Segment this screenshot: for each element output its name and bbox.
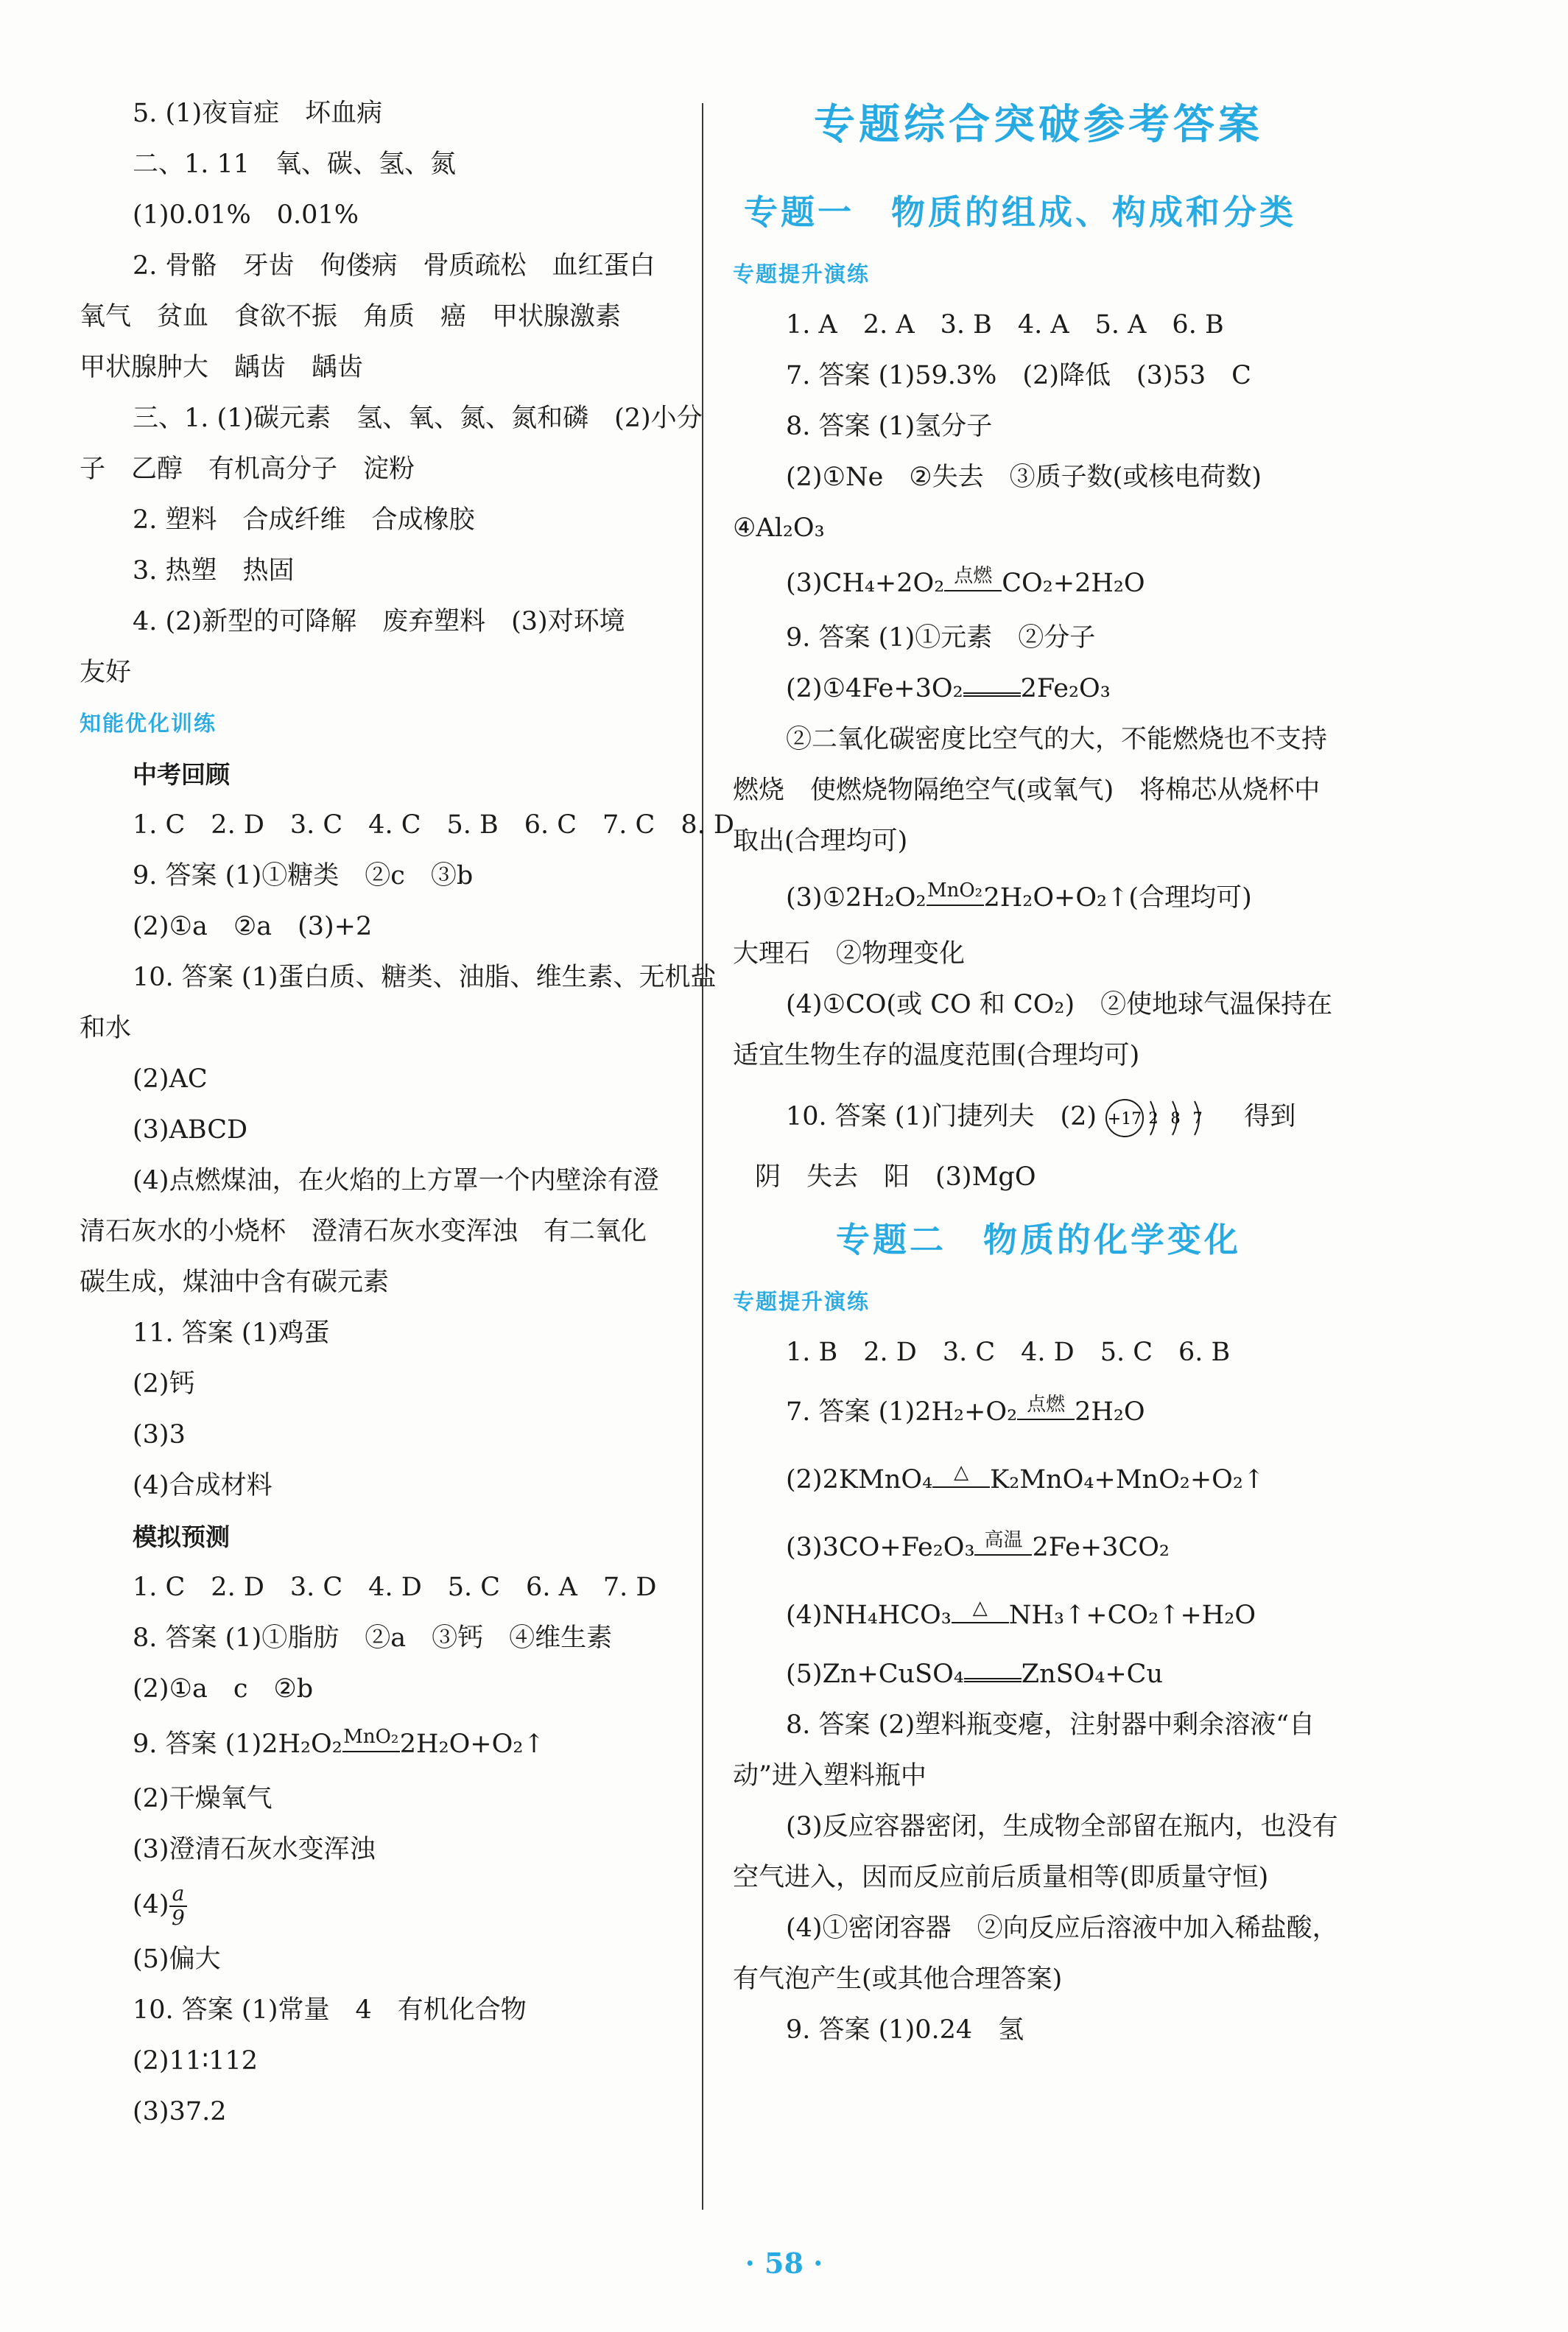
answer-line: (2)11∶112 [133,2046,259,2076]
answer-line: 7. 答案 (1)59.3% (2)降低 (3)53 C [786,361,1251,390]
answer-line: 清石灰水的小烧杯 澄清石灰水变浑浊 有二氧化 [80,1217,647,1246]
reaction-arrow [342,1726,400,1752]
answer-line: 三、1. (1)碳元素 氢、氧、氮、氮和磷 (2)小分 [133,404,703,433]
topic-heading: 专题二 物质的化学变化 [836,1220,1241,1260]
answer-line: 1. C 2. D 3. C 4. C 5. B 6. C 7. C 8. D [133,810,734,840]
fraction-line: (4) $\frac{a}{9}$ [80,1875,683,1934]
reaction-arrow [927,879,984,906]
answer-line: 甲状腺肿大 龋齿 龋齿 [80,353,364,382]
answer-line: (4)点燃煤油，在火焰的上方罩一个内壁涂有澄 [133,1166,659,1195]
answer-line: 9. 答案 (1)①元素 ②分子 [786,623,1096,653]
answer-line: (3)反应容器密闭，生成物全部留在瓶内，也没有 [786,1812,1338,1841]
answer-line: (1)0.01% 0.01% [133,200,359,230]
sub-heading: 模拟预测 [133,1523,230,1551]
answer-line: 1. A 2. A 3. B 4. A 5. A 6. B [786,310,1224,340]
answer-line: 子 乙醇 有机高分子 淀粉 [80,454,415,484]
section-heading: 专题提升演练 [733,1289,871,1314]
reaction-arrow [932,1461,990,1488]
electron-count: 2 [1148,1109,1159,1127]
page-number: · 58 · [745,2247,823,2280]
heat-condition: △ [972,1597,988,1619]
answer-line: 2. 塑料 合成纤维 合成橡胶 [133,505,475,535]
answer-line: 9. 答案 (1)0.24 氢 [786,2015,1024,2045]
heat-condition: △ [954,1461,969,1483]
reaction-arrow [944,565,1002,591]
answer-line: 空气进入，因而反应前后质量相等(即质量守恒) [733,1863,1269,1892]
answer-line: 和水 [80,1014,132,1043]
answer-line: 3. 热塑 热固 [133,556,295,586]
answer-line: 11. 答案 (1)鸡蛋 [133,1318,330,1348]
page-title: 专题综合突破参考答案 [814,101,1263,149]
section-heading: 知能优化训练 [80,711,217,736]
equation-line: (2)2KMnO₄ △ K₂MnO₄+MnO₂+O₂↑ [786,1461,1265,1495]
answer-line: 10. 答案 (1)常量 4 有机化合物 [133,1995,527,2025]
reaction-arrow [1017,1394,1075,1420]
electron-count: 7 [1192,1109,1203,1127]
right-column [733,88,1344,2056]
answer-line: (3)澄清石灰水变浑浊 [133,1835,376,1864]
answer-line: (2)①Ne ②失去 ③质子数(或核电荷数) [786,463,1262,492]
atom-structure-line: 10. 答案 (1)门捷列夫 (2) +17 2 8 7 得到 [733,1081,1344,1152]
answer-line: (2)①a ②a (3)+2 [133,912,373,941]
answer-line: 取出(合理均可) [733,826,908,856]
reaction-condition: 高温 [984,1529,1023,1551]
answer-line: 8. 答案 (2)塑料瓶变瘪，注射器中剩余溶液“自 [786,1710,1315,1740]
section-heading: 专题提升演练 [733,261,871,287]
nucleus-charge: +17 [1108,1109,1142,1128]
answer-line: (4)合成材料 [133,1471,273,1500]
chlorine-atom-structure-diagram [1105,1095,1215,1141]
answer-line: (3)3 [133,1420,186,1450]
answer-line: 大理石 ②物理变化 [733,939,966,969]
answer-line: (3)37.2 [133,2097,227,2126]
answer-line: (2)干燥氧气 [133,1784,273,1813]
answer-line: 10. 答案 (1)蛋白质、糖类、油脂、维生素、无机盐 [133,963,717,992]
reaction-condition: MnO₂ [343,1726,399,1748]
answer-line: 2. 骨骼 牙齿 佝偻病 骨质疏松 血红蛋白 [133,251,655,281]
reaction-arrow [952,1597,1009,1623]
equation-line: (2)①4Fe+3O₂ 2Fe₂O₃ [786,674,1111,703]
answer-line: 1. C 2. D 3. C 4. D 5. C 6. A 7. D [133,1573,657,1602]
answer-line: 适宜生物生存的温度范围(合理均可) [733,1041,1140,1070]
equation-line: (3)3CO+Fe₂O₃ 高温 2Fe+3CO₂ [786,1529,1170,1562]
answer-line: 1. B 2. D 3. C 4. D 5. C 6. B [786,1338,1231,1367]
answer-line: 碳生成，煤油中含有碳元素 [80,1268,390,1297]
answer-line: 友好 [80,658,132,687]
answer-line: (2)①a c ②b [133,1674,314,1704]
answer-line: 氧气 贫血 食欲不振 角质 癌 甲状腺激素 [80,302,622,331]
reaction-equals [964,1668,1022,1682]
answer-line: (3)ABCD [133,1115,248,1145]
answer-line: 8. 答案 (1)氢分子 [786,412,993,441]
answer-line: ④Al₂O₃ [733,513,825,543]
answer-line: 二、1. 11 氧、碳、氢、氮 [133,150,457,179]
equation-line: (5)Zn+CuSO₄ ZnSO₄+Cu [786,1660,1164,1689]
sub-heading: 中考回顾 [133,760,230,789]
equation-line: 9. 答案 (1)2H₂O₂ MnO₂ 2H₂O+O₂↑ [133,1726,545,1759]
answer-line: (2)钙 [133,1369,195,1399]
answer-line: (4)①密闭容器 ②向反应后溶液中加入稀盐酸， [786,1914,1338,1943]
answer-line: (2)AC [133,1064,208,1094]
equation-line: (4)NH₄HCO₃ △ NH₃↑+CO₂↑+H₂O [786,1597,1256,1630]
equation-line: (3)①2H₂O₂ MnO₂ 2H₂O+O₂↑(合理均可) [786,879,1252,913]
topic-heading: 专题一 物质的组成、构成和分类 [744,192,1296,232]
answer-line: 阴 失去 阳 (3)MgO [755,1162,1036,1192]
equation-line: (3)CH₄+2O₂ 点燃 CO₂+2H₂O [786,565,1145,598]
equation-line: 7. 答案 (1)2H₂+O₂ 点燃 2H₂O [786,1394,1145,1427]
reaction-condition: MnO₂ [927,879,983,902]
answer-line: ②二氧化碳密度比空气的大，不能燃烧也不支持 [786,725,1328,754]
answer-line: 动”进入塑料瓶中 [733,1761,927,1791]
answer-line: 4. (2)新型的可降解 废弃塑料 (3)对环境 [133,607,625,636]
answer-line: 有气泡产生(或其他合理答案) [733,1964,1063,1994]
answer-line: (4)①CO(或 CO 和 CO₂) ②使地球气温保持在 [786,990,1333,1019]
answer-line: 9. 答案 (1)①糖类 ②c ③b [133,861,474,891]
reaction-condition: 点燃 [1027,1394,1066,1416]
left-column [80,88,734,2138]
reaction-condition: 点燃 [954,565,993,587]
answer-line: (5)偏大 [133,1945,221,1974]
answer-line: 5. (1)夜盲症 坏血病 [133,99,383,128]
electron-count: 8 [1170,1109,1181,1127]
answer-line: 8. 答案 (1)①脂肪 ②a ③钙 ④维生素 [133,1623,613,1653]
fraction: $\frac{a}{9}$ [169,1883,188,1930]
reaction-equals [963,682,1021,697]
answer-line: 燃烧 使燃烧物隔绝空气(或氧气) 将棉芯从烧杯中 [733,776,1321,805]
reaction-arrow [974,1529,1032,1556]
